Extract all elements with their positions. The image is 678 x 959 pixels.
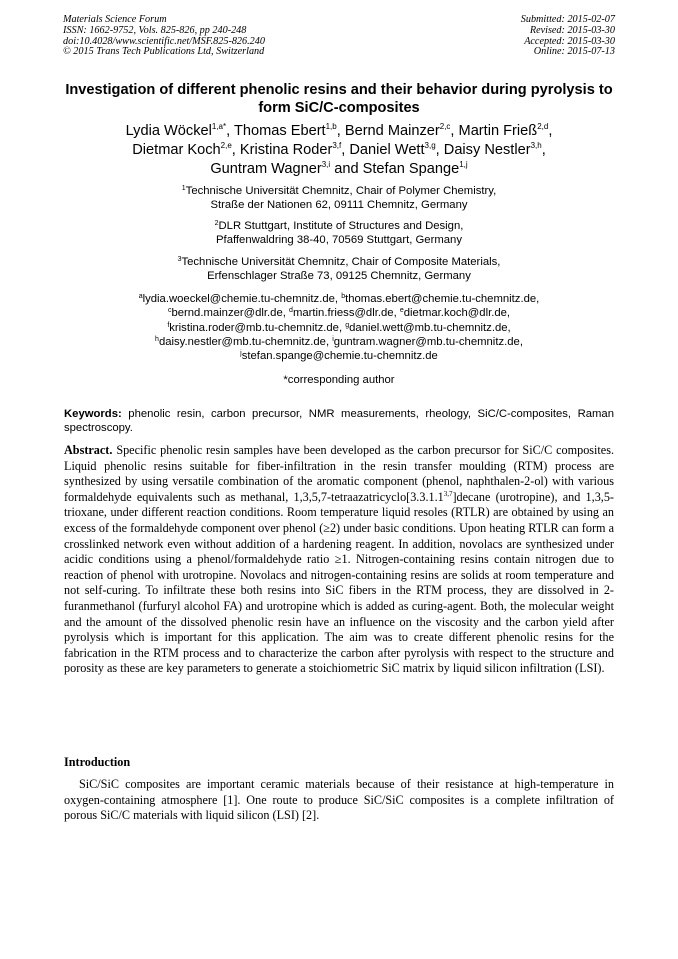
author: Bernd Mainzer$^{2,c}$, [344, 122, 459, 139]
date-accepted: Accepted: 2015-03-30 [524, 35, 615, 47]
email: $^b$thomas.ebert@chemie.tu-chemnitz.de, [341, 293, 540, 305]
date-submitted: Submitted: 2015-02-07 [520, 14, 615, 25]
journal-name: Materials Science Forum [63, 14, 167, 25]
journal-info [63, 15, 265, 58]
section-heading-introduction: Introduction [64, 755, 131, 769]
keywords-label: Keywords: [64, 408, 122, 420]
affiliation-2: $^2$DLR Stuttgart, Institute of Structures and Design, Pfaffenwaldring 38-40, 70569 Stuttgart, Germany [214, 220, 464, 247]
email: $^j$stefan.spange@chemie.tu-chemnitz.de [240, 350, 438, 363]
journal-doi: doi:10.4028/www.scientific.net/MSF.825-826.240 [63, 35, 265, 47]
author: Thomas Ebert$^{1,b}$, [233, 122, 345, 139]
email: $^d$martin.friess@dlr.de, [289, 307, 400, 320]
author: Dietmar Koch$^{2,e}$, [132, 141, 240, 158]
keywords-text: phenolic resin, carbon precursor, NMR measurements, rheology, SiC/C-composites, Raman spectroscopy. [64, 408, 614, 434]
introduction-paragraph: SiC/SiC composites are important ceramic materials because of their resistance at high-temperature in oxygen-containing atmosphere [1]. One route to produce SiC/SiC composites is a complete infiltration of porous SiC/C materials with liquid silicon (LSI) [2]. [64, 777, 614, 823]
corresponding-author-note: *corresponding author [283, 374, 395, 386]
email: $^i$guntram.wagner@mb.tu-chemnitz.de, [332, 335, 523, 348]
journal-copyright: © 2015 Trans Tech Publications Ltd, Switzerland [63, 46, 265, 58]
abstract-label: Abstract. [64, 443, 113, 457]
abstract [64, 443, 614, 677]
email: $^c$bernd.mainzer@dlr.de, [167, 307, 290, 320]
affiliation-3: $^3$Technische Universität Chemnitz, Chair of Composite Materials, Erfenschlager Straße 73, 09125 Chemnitz, Germany [177, 256, 501, 283]
abstract-text: Specific phenolic resin samples have been developed as the carbon precursor for SiC/C composites. Liquid phenolic resins suitable for fiber-infiltration in the resin transfer moulding (RTM) process are synthesized by using versatile combination of the aromatic component (phenol, naphthalen-2-ol) with various formaldehyde equivalents such as methanal, 1,3,5,7-tetraazatricyclo[3.3.1.1$^{3,7}$]decane (urotropine), and 1,3,5-trioxane, under different reaction conditions. Room temperature liquid resoles (RTLR) are obtained by using an excess of the formaldehyde component over phenol (≥2) under basic conditions. Upon heating RTLR can form a crosslinked network even without addition of a hardening reagent. In addition, novolacs are synthesized under acidic conditions using a phenol/formaldehyde ratio ≥1. Nitrogen-containing resins contain nitrogen due to reaction of phenol with urotropine. Novolacs and nitrogen-containing resins are solids at room temperature and not self-curing. To infiltrate these both resins into SiC fibers in the RTM process, they are dissolved in 2-furanmethanol (furfuryl alcohol FA) and urotropine which is added as curing-agent. Both, the molecular weight and the amount of the dissolved phenolic resin have an influence on the viscosity and the carbon yield after pyrolysis which is important for this application. The aim was to create different phenolic resins for the fabrication in the RTM process and to characterize the carbon after pyrolysis with respect to the structure and porosity as these are key parameters to generate a stoichiometric SiC matrix by liquid silicon infiltration (LSI). [64, 443, 615, 676]
email: $^f$kristina.roder@mb.tu-chemnitz.de, [167, 321, 346, 334]
email: $^g$daniel.wett@mb.tu-chemnitz.de, [345, 321, 511, 334]
email-list [60, 292, 618, 363]
author: Daisy Nestler$^{3,h}$, [443, 141, 546, 158]
author: Kristina Roder$^{3,f}$, [239, 141, 350, 158]
journal-issn: ISSN: 1662-9752, Vols. 825-826, pp 240-248 [63, 24, 247, 36]
email: $^e$dietmar.koch@dlr.de, [399, 307, 511, 320]
author: Lydia Wöckel$^{1,a*}$, [125, 122, 234, 139]
email: $^h$daisy.nestler@mb.tu-chemnitz.de, [155, 335, 333, 348]
date-online: Online: 2015-07-13 [533, 46, 615, 58]
author: Guntram Wagner$^{3,i}$ and [210, 160, 363, 177]
keywords [64, 407, 614, 435]
author: Stefan Spange$^{1,j}$ [362, 160, 468, 177]
email: $^a$lydia.woeckel@chemie.tu-chemnitz.de, [138, 293, 342, 305]
paper-title: Investigation of different phenolic resins and their behavior during pyrolysis to form SiC/C-composites [65, 82, 613, 116]
author: Daniel Wett$^{3,g}$, [349, 141, 444, 158]
author-list [60, 122, 618, 179]
affiliation-1: $^1$Technische Universität Chemnitz, Chair of Polymer Chemistry, Straße der Nationen 62, 09111 Chemnitz, Germany [181, 185, 497, 212]
publication-dates [521, 15, 615, 58]
date-revised: Revised: 2015-03-30 [529, 24, 615, 36]
author: Martin Frieß$^{2,d}$, [458, 122, 553, 139]
